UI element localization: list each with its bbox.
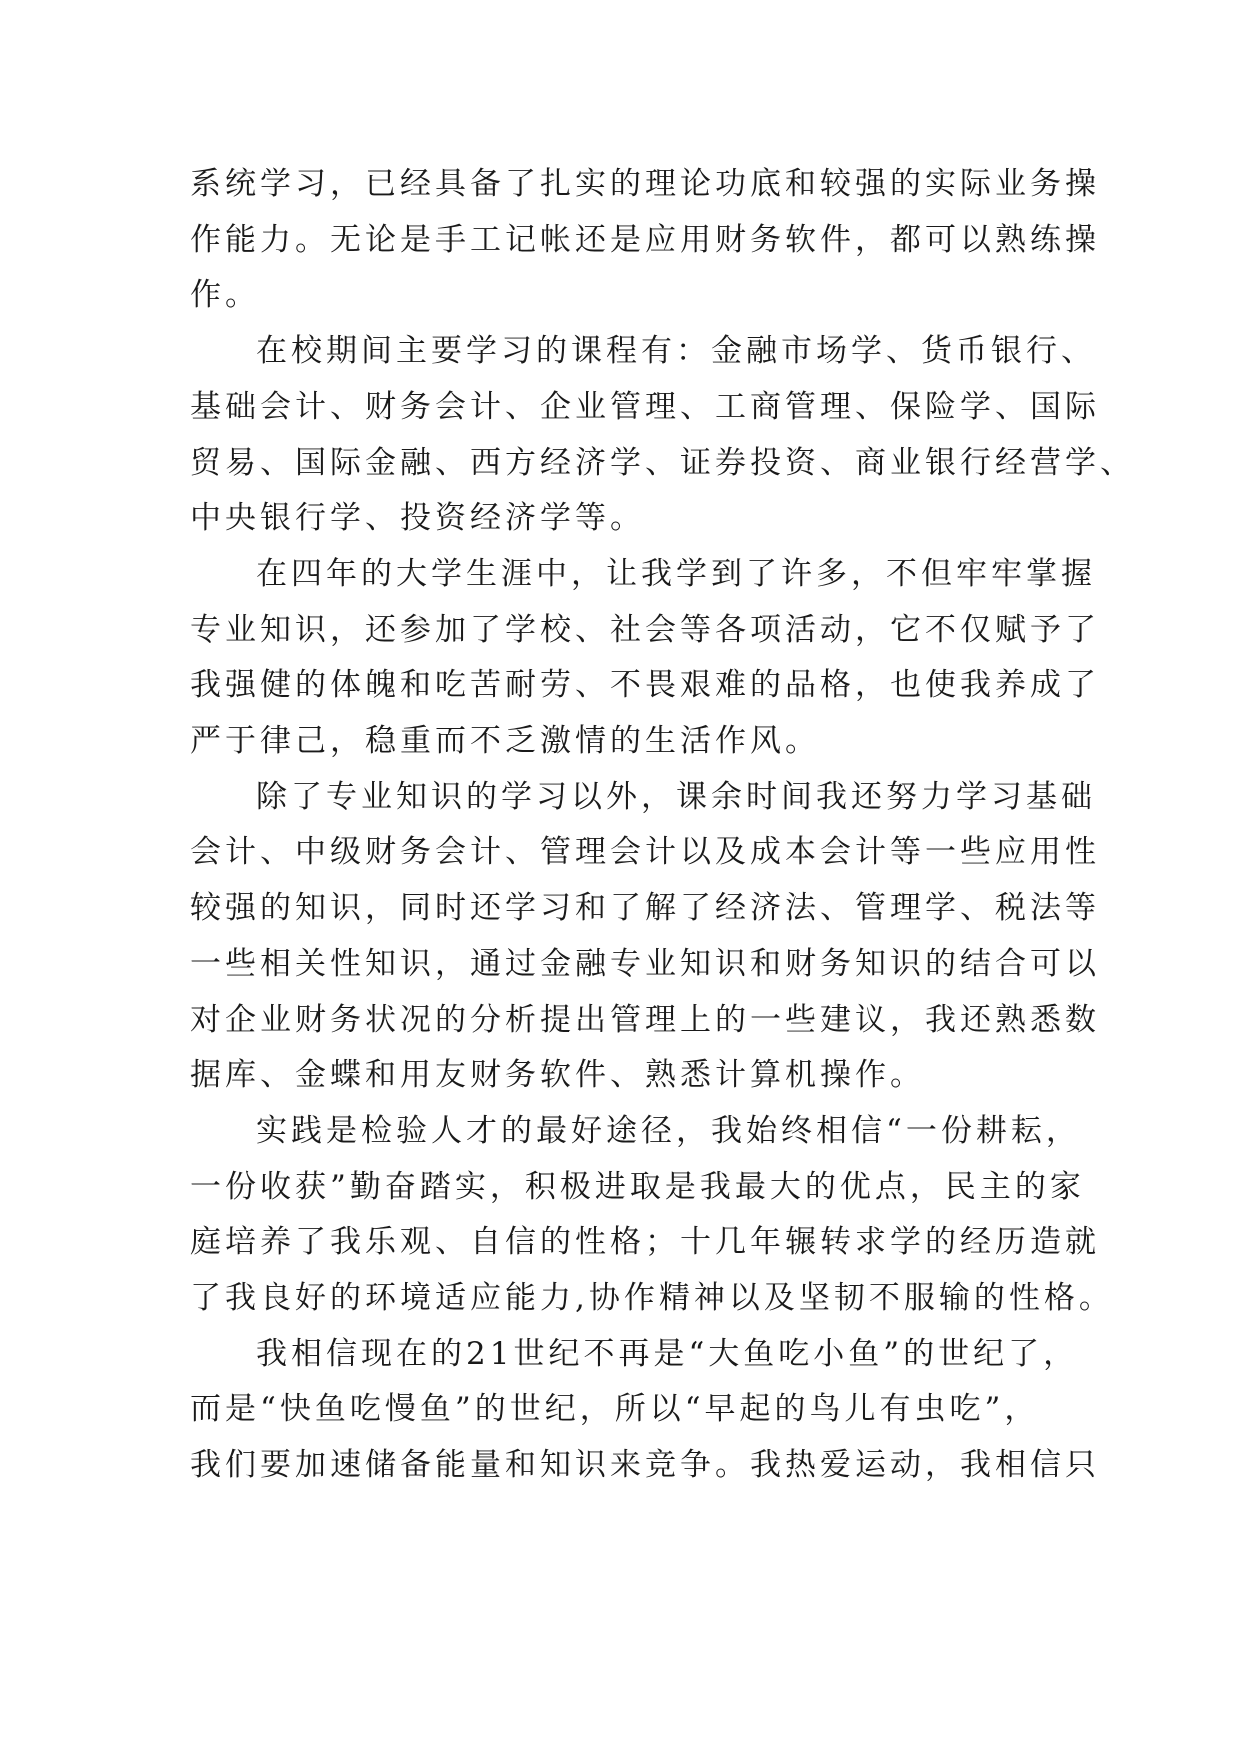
text-line: 作能力。无论是手工记帐还是应用财务软件，都可以熟练操 xyxy=(190,221,1100,258)
paragraph-courses xyxy=(190,324,1135,547)
text-line: 贸易、国际金融、西方经济学、证券投资、商业银行经营学、 xyxy=(190,444,1135,481)
text-line: 了我良好的环境适应能力,协作精神以及坚韧不服输的性格。 xyxy=(190,1280,1114,1317)
paragraph-extra-study xyxy=(190,770,1100,1104)
document-body xyxy=(190,157,1135,1494)
text-line: 而是“快鱼吃慢鱼”的世纪，所以“早起的鸟儿有虫吃”， xyxy=(190,1391,1040,1428)
text-line: 较强的知识，同时还学习和了解了经济法、管理学、税法等 xyxy=(190,890,1100,927)
text-line: 对企业财务状况的分析提出管理上的一些建议，我还熟悉数 xyxy=(190,1001,1100,1038)
text-line: 我们要加速储备能量和知识来竞争。我热爱运动，我相信只 xyxy=(190,1447,1100,1484)
paragraph-practice xyxy=(190,1104,1114,1327)
text-line: 在四年的大学生涯中，让我学到了许多，不但牢牢掌握 xyxy=(256,555,1096,592)
text-line: 专业知识，还参加了学校、社会等各项活动，它不仅赋予了 xyxy=(190,611,1100,648)
text-line: 除了专业知识的学习以外，课余时间我还努力学习基础 xyxy=(256,778,1096,815)
text-line: 作。 xyxy=(190,277,260,314)
paragraph-university-life xyxy=(190,547,1100,770)
text-line: 据库、金蝶和用友财务软件、熟悉计算机操作。 xyxy=(190,1057,925,1094)
text-line: 会计、中级财务会计、管理会计以及成本会计等一些应用性 xyxy=(190,834,1100,871)
text-line: 严于律己，稳重而不乏激情的生活作风。 xyxy=(190,723,820,760)
text-line: 基础会计、财务会计、企业管理、工商管理、保险学、国际 xyxy=(190,388,1100,425)
text-line: 系统学习，已经具备了扎实的理论功底和较强的实际业务操 xyxy=(190,166,1100,202)
text-line: 在校期间主要学习的课程有：金融市场学、货币银行、 xyxy=(256,333,1096,370)
text-line: 庭培养了我乐观、自信的性格；十几年辗转求学的经历造就 xyxy=(190,1224,1100,1261)
text-line: 我强健的体魄和吃苦耐劳、不畏艰难的品格，也使我养成了 xyxy=(190,667,1100,704)
text-line: 中央银行学、投资经济学等。 xyxy=(190,500,645,537)
text-line: 一份收获”勤奋踏实，积极进取是我最大的优点，民主的家 xyxy=(190,1168,1085,1205)
text-line: 一些相关性知识，通过金融专业知识和财务知识的结合可以 xyxy=(190,945,1100,982)
paragraph-century xyxy=(190,1327,1100,1494)
paragraph-continuation xyxy=(190,157,1100,324)
text-line: 我相信现在的21世纪不再是“大鱼吃小鱼”的世纪了， xyxy=(256,1335,1079,1372)
text-line: 实践是检验人才的最好途径，我始终相信“一份耕耘， xyxy=(256,1112,1081,1149)
